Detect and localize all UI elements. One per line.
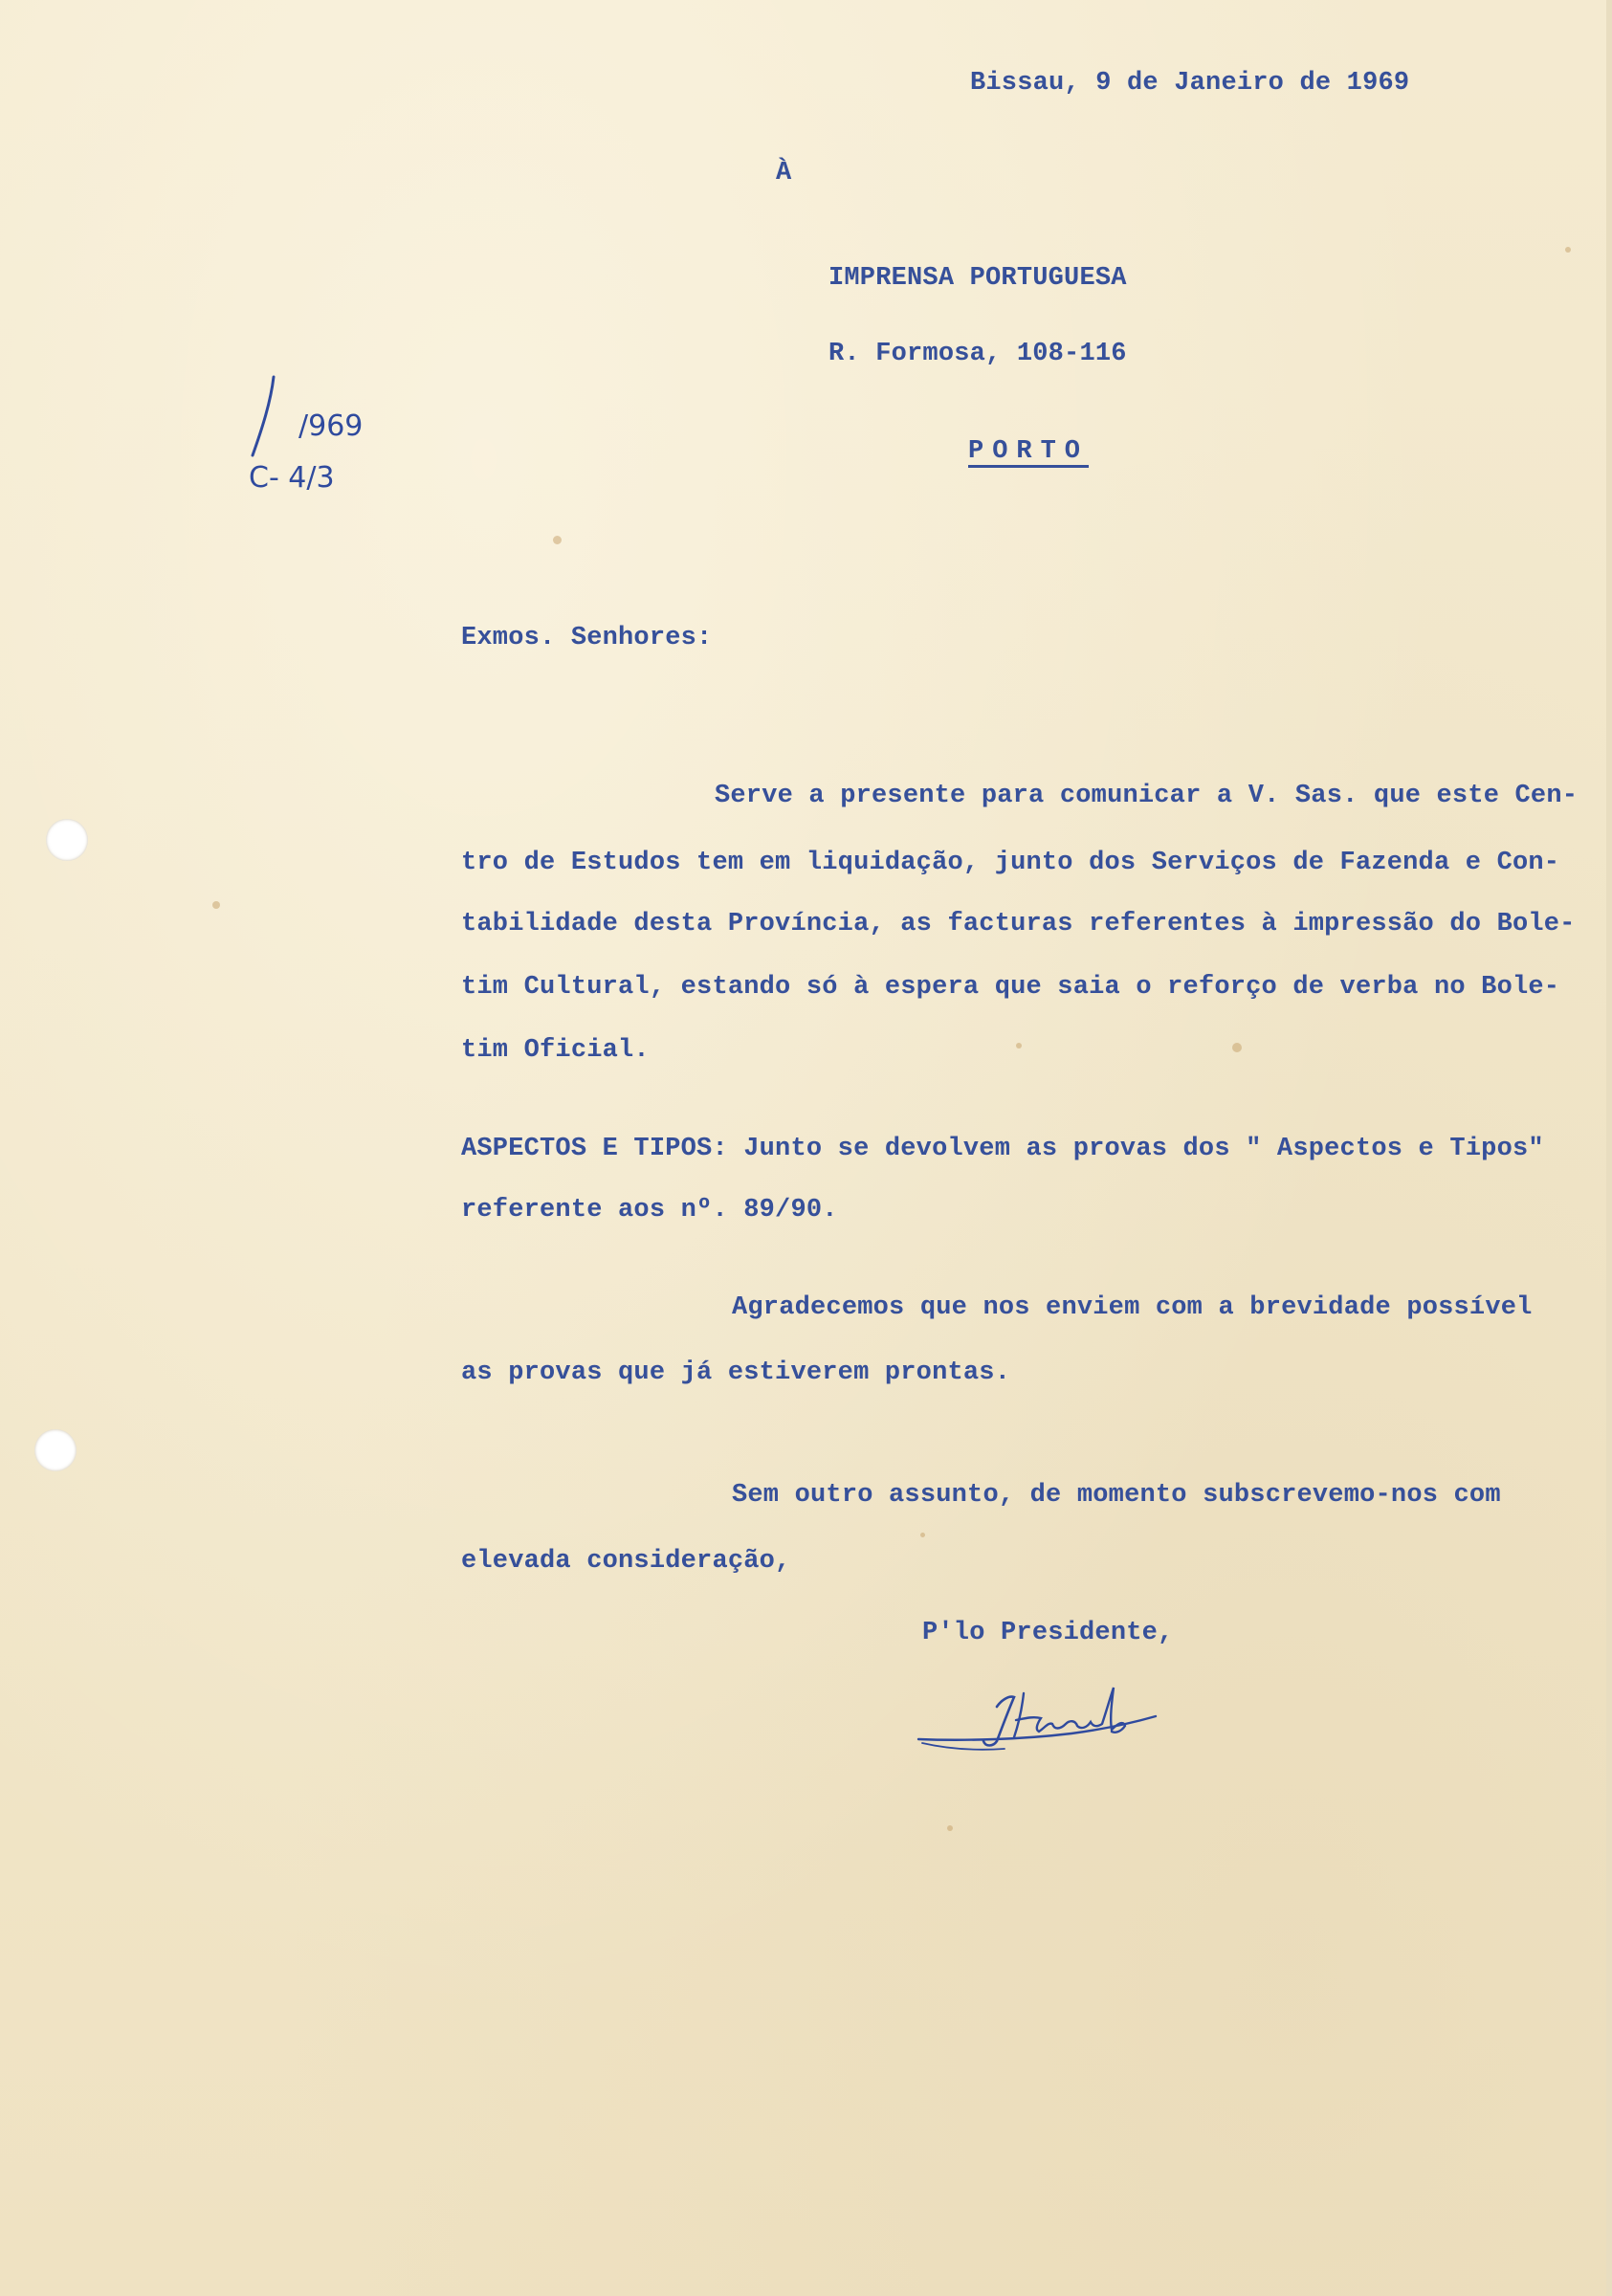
paper-speck — [947, 1825, 953, 1831]
body-line: Serve a presente para comunicar a V. Sas. que este Cen- — [715, 782, 1579, 810]
recipient-address: R. Formosa, 108-116 — [828, 340, 1127, 368]
body-line: referente aos nº. 89/90. — [461, 1196, 838, 1225]
reference-year: /969 — [298, 409, 364, 443]
salutation: Exmos. Senhores: — [461, 624, 713, 652]
paper-speck — [1016, 1043, 1022, 1049]
recipient-name: IMPRENSA PORTUGUESA — [828, 264, 1127, 293]
paper-speck — [1565, 247, 1571, 253]
recipient-prefix: À — [776, 159, 792, 188]
body-line: elevada consideração, — [461, 1547, 791, 1576]
body-line: ASPECTOS E TIPOS: Junto se devolvem as provas dos " Aspectos e Tipos" — [461, 1135, 1544, 1163]
body-line: as provas que já estiverem prontas. — [461, 1358, 1011, 1387]
signature — [909, 1665, 1186, 1760]
reference-code: C- 4/3 — [249, 461, 335, 495]
closing: P'lo Presidente, — [922, 1619, 1174, 1647]
paper-speck — [1232, 1043, 1242, 1052]
body-line: tim Oficial. — [461, 1036, 650, 1065]
body-line: tim Cultural, estando só à espera que saia o reforço de verba no Bole- — [461, 973, 1560, 1002]
paper-edge — [1606, 0, 1612, 2296]
paper-speck — [553, 536, 562, 544]
punch-hole-bottom — [34, 1429, 77, 1471]
punch-hole-top — [46, 819, 88, 861]
paper-speck — [212, 901, 220, 909]
body-line: Sem outro assunto, de momento subscrevemo-nos com — [732, 1481, 1501, 1510]
body-line: tro de Estudos tem em liquidação, junto dos Serviços de Fazenda e Con- — [461, 849, 1560, 877]
letter-date: Bissau, 9 de Janeiro de 1969 — [970, 69, 1410, 98]
recipient-city: PORTO — [968, 437, 1090, 466]
body-line: tabilidade desta Província, as facturas referentes à impressão do Bole- — [461, 910, 1576, 938]
paper-speck — [920, 1533, 925, 1537]
handwritten-slash — [245, 373, 283, 461]
body-line: Agradecemos que nos enviem com a brevidade possível — [732, 1293, 1533, 1322]
